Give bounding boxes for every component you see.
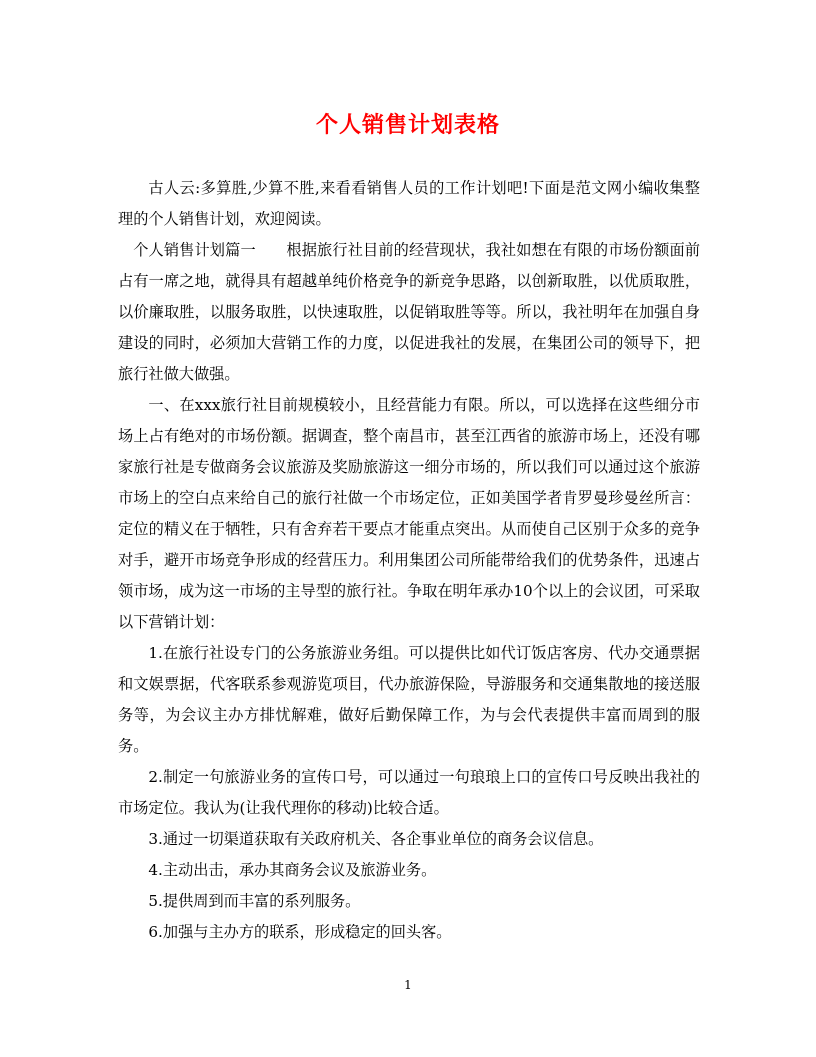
page-number: 1 xyxy=(404,978,412,992)
plan-one-paragraph: 个人销售计划篇一 根据旅行社目前的经营现状，我社如想在有限的市场份额面前占有一席之地，就得具有超越单纯价格竞争的新竞争思路，以创新取胜，以优质取胜，以价廉取胜，以服务取胜，以快速取胜，以促销取胜等等。所以，我社明年在加强自身建设的同时，必须加大营销工作的力度，以促进我社的发展，在集团公司的领导下，把旅行社做大做强。 xyxy=(118,241,700,383)
plan-item-4: 4.主动出击，承办其商务会议及旅游业务。 xyxy=(148,861,437,879)
document-title: 个人销售计划表格 xyxy=(315,112,500,138)
plan-item-1: 1.在旅行社设专门的公务旅游业务组。可以提供比如代订饭店客房、代办交通票据和文娱票据，代客联系参观游览项目，代办旅游保险，导游服务和交通集散地的接送服务等，为会议主办方排忧解难，做好后勤保障工作，为与会代表提供丰富而周到的服务。 xyxy=(118,644,700,755)
plan-item-5: 5.提供周到而丰富的系列服务。 xyxy=(148,892,361,910)
plan-item-6: 6.加强与主办方的联系，形成稳定的回头客。 xyxy=(148,923,452,941)
plan-item-2: 2.制定一句旅游业务的宣传口号，可以通过一句琅琅上口的宣传口号反映出我社的市场定位。我认为(让我代理你的移动)比较合适。 xyxy=(118,768,700,817)
section-one-paragraph: 一、在xxx旅行社目前规模较小，且经营能力有限。所以，可以选择在这些细分市场上占有绝对的市场份额。据调查，整个南昌市，甚至江西省的旅游市场上，还没有哪家旅行社是专做商务会议旅游及奖励旅游这一细分市场的，所以我们可以通过这个旅游市场上的空白点来给自己的旅行社做一个市场定位，正如美国学者肯罗曼珍曼丝所言：定位的精义在于牺牲，只有舍弃若干要点才能重点突出。从而使自己区别于众多的竞争对手，避开市场竞争形成的经营压力。利用集团公司所能带给我们的优势条件，迅速占领市场，成为这一市场的主导型的旅行社。争取在明年承办10个以上的会议团，可采取以下营销计划： xyxy=(118,396,700,631)
document-body xyxy=(118,173,700,948)
intro-paragraph: 古人云:多算胜,少算不胜,来看看销售人员的工作计划吧!下面是范文网小编收集整理的个人销售计划，欢迎阅读。 xyxy=(118,179,700,228)
plan-item-3: 3.通过一切渠道获取有关政府机关、各企事业单位的商务会议信息。 xyxy=(148,830,604,848)
